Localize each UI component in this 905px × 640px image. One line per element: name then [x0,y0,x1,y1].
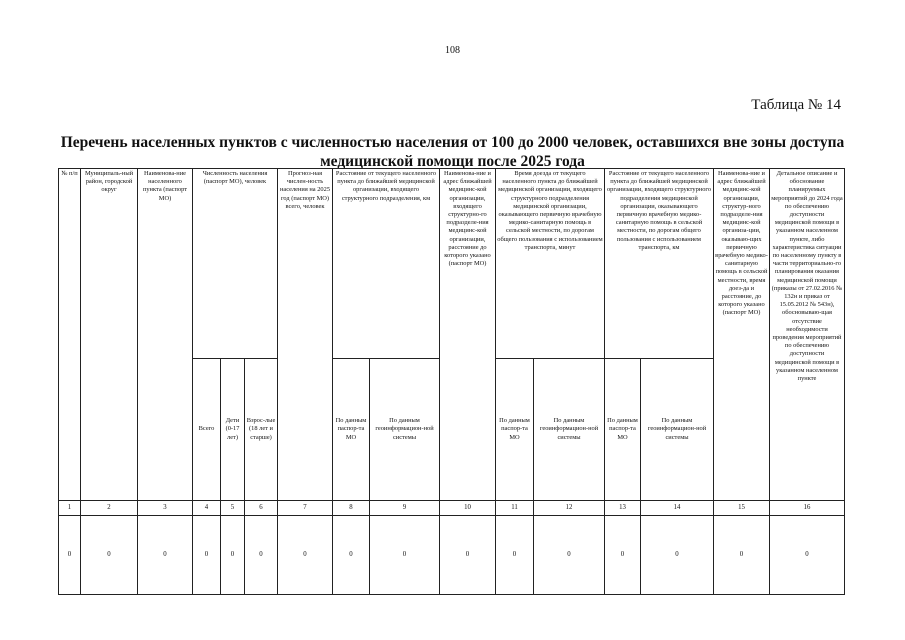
header-cell: Детальное описание и обоснование планируемых мероприятий до 2024 года по обеспечению доступности медицинской помощи в указанном населенном пункте, либо характеристика ситуации по населенному пункту в части территориально-го планирования оказания медицинской помощи (приказы от 27.02.2016 № 132н и приказ от 15.05.2012 № 543н), обосновываю-щая отсутствие необходимости проведения мероприятий по обеспечению доступности медицинской помощи в указанном населенном пункте [770,169,845,501]
column-number-row [59,501,845,516]
header-cell: № п/п [59,169,81,501]
header-row-top [59,169,845,359]
column-number-cell: 11 [496,501,534,516]
header-group-cell: Расстояние от текущего населенного пункта до ближайшей медицинской организации, входящего структурного подразделения медицинской организации, оказывающего первичную врачебную медико-санитарную помощь в сельской местности, по дорогам общего пользования с использованием транспорта, км [605,169,714,359]
table-cell: 0 [605,516,641,595]
header-group-cell: Время доезда от текущего населенного пункта до ближайшей медицинской организации, входящего структурного подразделения медицинской организации, оказывающего первичную врачебную медико-санитарную помощь в сельской местности, по дорогам общего пользования с использованием транспорта, минут [496,169,605,359]
table-cell: 0 [714,516,770,595]
header-cell: Наименова-ние и адрес ближайшей медицинс-кой организации, структур-ного подразделе-ния медицинс-кой организа-ции, оказываю-щих первичную врачебную медико-санитарную помощь в сельской местности, время доез-да и расстояние, до которого указано (паспорт МО) [714,169,770,501]
column-number-cell: 14 [641,501,714,516]
column-number-cell: 4 [193,501,221,516]
header-cell: Прогноз-ная числен-ность населения на 2025 год (паспорт МО) всего, человек [278,169,333,501]
table-cell: 0 [81,516,138,595]
column-number-cell: 16 [770,501,845,516]
column-number-cell: 10 [440,501,496,516]
table-row [59,516,845,595]
column-number-cell: 6 [245,501,278,516]
table-cell: 0 [245,516,278,595]
table-cell: 0 [534,516,605,595]
data-table [58,168,845,595]
table-cell: 0 [333,516,370,595]
table-cell: 0 [641,516,714,595]
column-number-cell: 12 [534,501,605,516]
table-cell: 0 [59,516,81,595]
column-number-cell: 3 [138,501,193,516]
header-cell: По данным геоинформацион-ной системы [641,359,714,501]
column-number-cell: 13 [605,501,641,516]
table-number: Таблица № 14 [751,97,841,113]
header-cell: По данным геоинформацион-ной системы [534,359,605,501]
table-cell: 0 [221,516,245,595]
header-cell: Взрос-лые (18 лет и старше) [245,359,278,501]
column-number-cell: 7 [278,501,333,516]
column-number-cell: 5 [221,501,245,516]
table-cell: 0 [278,516,333,595]
table-cell: 0 [496,516,534,595]
header-group-cell: Численность населения (паспорт МО), человек [193,169,278,359]
header-group-cell: Расстояние от текущего населенного пункта до ближайшей медицинской организации, входящего структурного подразделения, км [333,169,440,359]
column-number-cell: 15 [714,501,770,516]
column-number-cell: 9 [370,501,440,516]
table-cell: 0 [770,516,845,595]
header-cell: Муниципаль-ный район, городской округ [81,169,138,501]
column-number-cell: 2 [81,501,138,516]
column-number-cell: 1 [59,501,81,516]
header-cell: По данным геоинформацион-ной системы [370,359,440,501]
header-cell: Наименова-ние и адрес ближайшей медицинс-кой организации, входящего структурно-го подразделе-ния медицинс-кой организации, расстояние до которого указано (паспорт МО) [440,169,496,501]
table-cell: 0 [138,516,193,595]
page-number: 108 [445,45,460,56]
table-cell: 0 [193,516,221,595]
header-cell: По данным паспор-та МО [496,359,534,501]
table-cell: 0 [370,516,440,595]
header-cell: По данным паспор-та МО [605,359,641,501]
header-cell: По данным паспор-та МО [333,359,370,501]
document-title: Перечень населенных пунктов с численностью населения от 100 до 2000 человек, оставшихся вне зоны доступа медицинской помощи после 2025 года [60,134,845,170]
table-cell: 0 [440,516,496,595]
header-cell: Наименова-ние населенного пункта (паспорт МО) [138,169,193,501]
header-cell: Дети (0-17 лет) [221,359,245,501]
header-cell: Всего [193,359,221,501]
column-number-cell: 8 [333,501,370,516]
